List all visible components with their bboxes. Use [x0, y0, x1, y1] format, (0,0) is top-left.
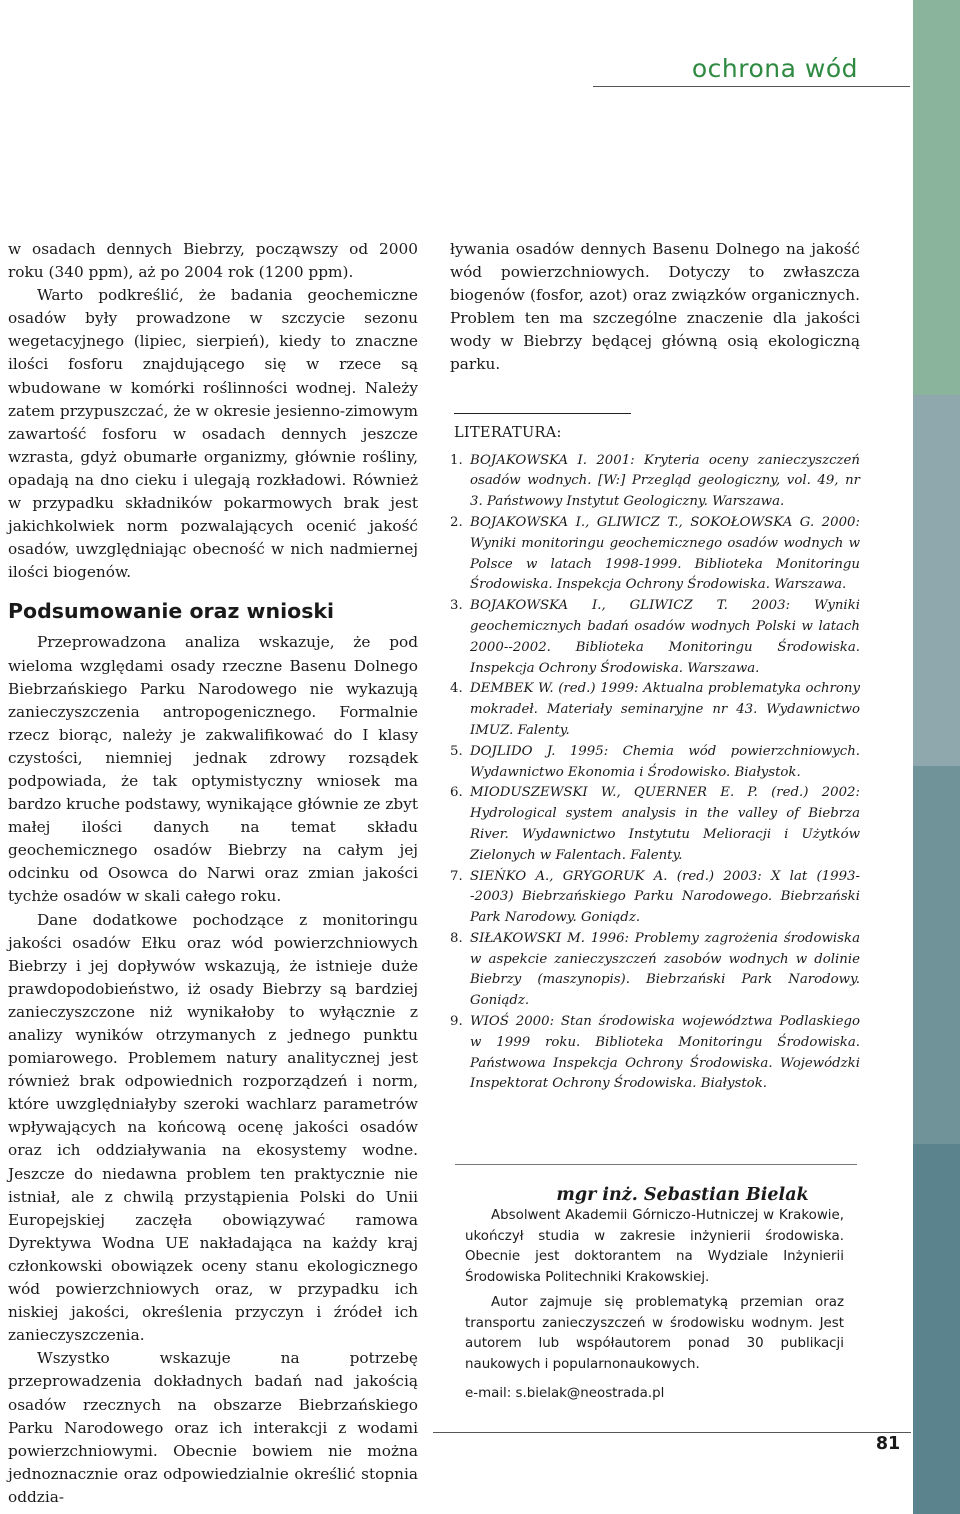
section-heading: Podsumowanie oraz wnioski — [8, 599, 335, 624]
paragraph: Warto podkreślić, że badania geochemiczne osadów były prowadzone w szczycie sezonu wegetacyjnego (lipiec, sierpień), kiedy to znaczne ilości fosforu znajdującego się w rzece są wbudowane w komórki roślinności wodnej. Należy zatem przypuszczać, że w okresie jesienno-zimowym zawartość fosforu w osadach dennych jeszcze wzrasta, gdyż obumarłe organizmy, głównie rośliny, opadają na dno cieku i ulegają rozkładowi. Również w przypadku składników pokarmowych brak jest jakichkolwiek norm pozwalających ocenić jakość osadów, uwzględniając obecność w nich nadmiernej ilości biogenów. — [8, 286, 418, 582]
reference-number: 4. — [450, 681, 463, 697]
reference-text: WIOŚ 2000: Stan środowiska województwa Podlaskiego w 1999 roku. Biblioteka Monitoringu Środowiska. Państwowa Inspekcja Ochrony Środowiska. Wojewódzki Inspektorat Ochrony Środowiska. Białystok. — [470, 1014, 860, 1092]
reference-number: 8. — [450, 930, 463, 946]
paragraph: Przeprowadzona analiza wskazuje, że pod wieloma względami osady rzeczne Basenu Dolnego Biebrzańskiego Parku Narodowego nie wykazują zanieczyszczenia antropogenicznego. Formalnie rzecz biorąc, należy je zakwalifikować do I klasy czystości, niemniej jednak zdrowy rozsądek podpowiada, że tak optymistyczny wniosek ma bardzo kruche podstawy, wynikające głównie ze zbyt małej ilości danych na temat składu geochemicznego osadów Biebrzy na całym jej odcinku od Osowca do Narwi oraz zmian jakości tychże osadów w skali całego roku. — [8, 633, 418, 906]
reference-text: BOJAKOWSKA I., GLIWICZ T. 2003: Wyniki geochemicznych badań osadów wodnych Polski w latach 2000--2002. Biblioteka Monitoringu Środowiska. Inspekcja Ochrony Środowiska. Warszawa. — [470, 598, 860, 676]
literature-heading: LITERATURA: — [454, 424, 562, 441]
paragraph: Dane dodatkowe pochodzące z monitoringu jakości osadów Ełku oraz wód powierzchniowych Biebrzy i jej dopływów wskazują, że istnieje duże prawdopodobieństwo, iż osady Biebrzy są bardziej zanieczyszczone niż wynikałoby to wyłącznie z analizy wyników otrzymanych z jednego punktu pomiarowego. Problemem natury analitycznej jest również brak odpowiednich rozporządzeń i norm, które uwzględniałyby szeroki wachlarz parametrów wpływających na końcową ocenę jakości osadów oraz ich oddziaływania na ekosystemy wodne. Jeszcze do niedawna problem ten praktycznie nie istniał, ale z chwilą przystąpienia Polski do Unii Europejskiej zaczęła obowiązywać ramowa Dyrektywa Wodna UE nakładająca na każdy kraj członkowski obowiązek oceny stanu ekologicznego wód powierzchniowych oraz, w przypadku ich niskiej jakości, określenia przyczyn i źródeł ich zanieczyszczenia. — [8, 910, 418, 1345]
reference-number: 3. — [450, 598, 463, 614]
reference-item — [450, 1012, 860, 1095]
left-column — [8, 238, 418, 1509]
reference-number: 1. — [450, 452, 463, 468]
reference-number: 6. — [450, 785, 463, 801]
side-color-band-1 — [913, 0, 960, 395]
reference-item — [450, 742, 860, 784]
author-bio: Autor zajmuje się problematyką przemian oraz transportu zanieczyszczeń w środowisku wodnym. Jest autorem lub współautorem ponad 30 publikacji naukowych i popularnonaukowych. — [465, 1294, 844, 1372]
reference-number: 5. — [450, 743, 463, 759]
author-bio: Absolwent Akademii Górniczo-Hutniczej w Krakowie, ukończył studia w zakresie inżynierii środowiska. Obecnie jest doktorantem na Wydziale Inżynierii Środowiska Politechniki Krakowskiej. — [465, 1208, 844, 1286]
reference-item — [450, 513, 860, 596]
paragraph: w osadach dennych Biebrzy, począwszy od 2000 roku (340 ppm), aż po 2004 rok (1200 ppm). — [8, 240, 418, 282]
reference-number: 2. — [450, 514, 463, 530]
reference-item — [450, 867, 860, 929]
reference-number: 9. — [450, 1014, 463, 1030]
reference-text: SIEŃKO A., GRYGORUK A. (red.) 2003: X lat (1993--2003) Biebrzańskiego Parku Narodowego. Biebrzański Park Narodowy. Goniądz. — [470, 868, 860, 926]
reference-text: DEMBEK W. (red.) 1999: Aktualna problematyka ochrony mokradeł. Materiały seminaryjne nr 43. Wydawnictwo IMUZ. Falenty. — [470, 681, 860, 738]
reference-item — [450, 679, 860, 741]
reference-item — [450, 451, 860, 513]
reference-item — [450, 783, 860, 866]
reference-text: SIŁAKOWSKI M. 1996: Problemy zagrożenia środowiska w aspekcie zanieczyszczeń zasobów wodnych w dolinie Biebrzy (maszynopis). Biebrzański Park Narodowy. Goniądz. — [470, 930, 860, 1009]
author-name: mgr inż. Sebastian Bielak — [556, 1185, 809, 1205]
reference-item — [450, 596, 860, 679]
reference-list — [450, 451, 860, 1096]
reference-number: 7. — [450, 868, 463, 884]
side-color-band-4 — [913, 1144, 960, 1514]
header-divider — [593, 86, 910, 87]
author-box — [455, 1164, 857, 1404]
right-column — [450, 238, 860, 1095]
author-email: e-mail: s.bielak@neostrada.pl — [465, 1385, 665, 1401]
footer-divider — [433, 1432, 911, 1433]
reference-text: BOJAKOWSKA I., GLIWICZ T., SOKOŁOWSKA G. 2000: Wyniki monitoringu geochemicznego osadów wodnych w Polsce w latach 1998-1999. Biblioteka Monitoringu Środowiska. Inspekcja Ochrony Środowiska. Warszawa. — [470, 514, 860, 593]
section-title: ochrona wód — [691, 54, 858, 83]
reference-item — [450, 929, 860, 1012]
literature-divider — [454, 413, 631, 414]
reference-text: BOJAKOWSKA I. 2001: Kryteria oceny zanieczyszczeń osadów wodnych. [W:] Przegląd geologiczny, vol. 49, nr 3. Państwowy Instytut Geologiczny. Warszawa. — [470, 452, 860, 510]
side-color-band-2 — [913, 395, 960, 766]
reference-text: MIODUSZEWSKI W., QUERNER E. P. (red.) 2002: Hydrological system analysis in the valley of Biebrza River. Wydawnictwo Instytutu Melioracji i Użytków Zielonych w Falentach. Falenty. — [470, 785, 860, 863]
page-number: 81 — [875, 1434, 901, 1454]
side-color-band-3 — [913, 766, 960, 1144]
reference-text: DOJLIDO J. 1995: Chemia wód powierzchniowych. Wydawnictwo Ekonomia i Środowisko. Białystok. — [470, 743, 860, 780]
paragraph: Wszystko wskazuje na potrzebę przeprowadzenia dokładnych badań nad jakością osadów rzecznych na obszarze Biebrzańskiego Parku Narodowego oraz ich interakcji z wodami powierzchniowymi. Obecnie bowiem nie można jednoznacznie oraz odpowiedzialnie określić stopnia oddzia- — [8, 1349, 418, 1506]
paragraph: ływania osadów dennych Basenu Dolnego na jakość wód powierzchniowych. Dotyczy to zwłaszcza biogenów (fosfor, azot) oraz związków organicznych. Problem ten ma szczególne znaczenie dla jakości wody w Biebrzy będącej główną osią ekologiczną parku. — [450, 240, 860, 374]
